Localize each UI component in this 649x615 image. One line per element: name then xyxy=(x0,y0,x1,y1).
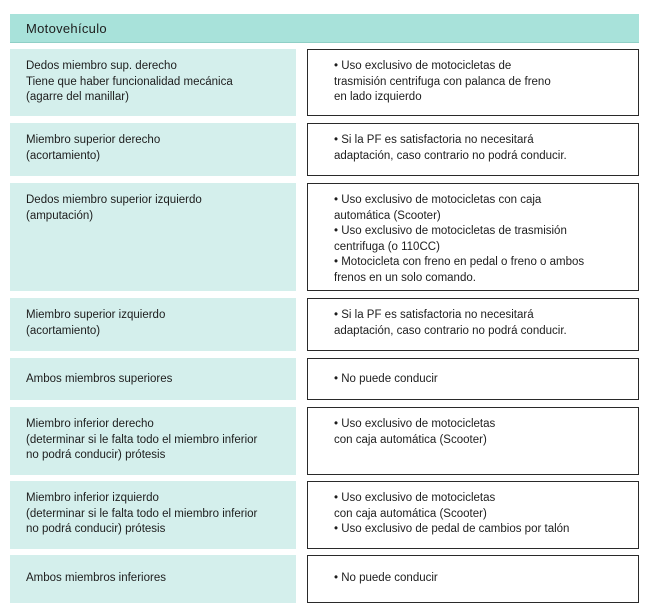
condition-text: (acortamiento) xyxy=(26,149,101,162)
table-title: Motovehículo xyxy=(26,21,107,36)
condition-text: Ambos miembros superiores xyxy=(26,373,173,385)
restriction-cell xyxy=(307,183,639,291)
condition-text: (acortamiento) xyxy=(26,324,101,337)
condition-text: (agarre del manillar) xyxy=(26,91,129,103)
restriction-text: • No puede conducir xyxy=(334,373,438,385)
restriction-cell xyxy=(307,123,639,176)
restriction-cell xyxy=(307,358,639,400)
restriction-text: • Uso exclusivo de motocicletas de trasmisión xyxy=(334,225,567,237)
condition-cell xyxy=(10,298,296,351)
restriction-text: frenos en un solo comando. xyxy=(334,271,476,284)
restriction-text: • Uso exclusivo de pedal de cambios por talón xyxy=(334,523,570,535)
condition-cell xyxy=(10,407,296,475)
condition-cell xyxy=(10,481,296,549)
restriction-text: • Motocicleta con freno en pedal o freno o ambos xyxy=(334,256,585,268)
restriction-text: en lado izquierdo xyxy=(334,91,422,103)
restriction-text: • Si la PF es satisfactoria no necesitará xyxy=(334,134,534,146)
condition-text: Miembro superior izquierdo xyxy=(26,309,166,321)
condition-text: no podrá conducir) prótesis xyxy=(26,449,166,461)
condition-cell xyxy=(10,123,296,176)
restriction-text: • Uso exclusivo de motocicletas con caja xyxy=(334,194,542,206)
condition-text: (determinar si le falta todo el miembro inferior xyxy=(26,433,258,446)
condition-cell xyxy=(10,358,296,400)
condition-text: Ambos miembros inferiores xyxy=(26,572,166,584)
condition-text: no podrá conducir) prótesis xyxy=(26,523,166,535)
restriction-text: • Uso exclusivo de motocicletas xyxy=(334,418,496,430)
condition-text: (amputación) xyxy=(26,209,94,222)
restriction-cell xyxy=(307,555,639,603)
condition-text: Miembro inferior izquierdo xyxy=(26,492,159,504)
restriction-text: • No puede conducir xyxy=(334,572,438,584)
condition-text: Dedos miembro sup. derecho xyxy=(26,60,177,72)
condition-text: (determinar si le falta todo el miembro inferior xyxy=(26,507,258,520)
restriction-cell xyxy=(307,407,639,475)
restriction-text: con caja automática (Scooter) xyxy=(334,507,487,520)
table-header xyxy=(10,14,639,43)
condition-cell xyxy=(10,183,296,291)
restriction-text: con caja automática (Scooter) xyxy=(334,433,487,446)
restriction-cell xyxy=(307,49,639,116)
condition-text: Tiene que haber funcionalidad mecánica xyxy=(26,75,233,88)
restriction-cell xyxy=(307,481,639,549)
restriction-text: adaptación, caso contrario no podrá conducir. xyxy=(334,324,567,337)
condition-text: Dedos miembro superior izquierdo xyxy=(26,194,202,206)
restriction-text: automática (Scooter) xyxy=(334,209,441,222)
restriction-text: adaptación, caso contrario no podrá conducir. xyxy=(334,149,567,162)
restriction-text: • Si la PF es satisfactoria no necesitará xyxy=(334,309,534,321)
condition-text: Miembro inferior derecho xyxy=(26,418,154,430)
condition-text: Miembro superior derecho xyxy=(26,134,161,146)
restriction-text: • Uso exclusivo de motocicletas xyxy=(334,492,496,504)
restriction-cell xyxy=(307,298,639,351)
restriction-text: centrifuga (o 110CC) xyxy=(334,240,440,253)
condition-cell xyxy=(10,49,296,116)
restriction-text: • Uso exclusivo de motocicletas de xyxy=(334,60,512,72)
condition-cell xyxy=(10,555,296,603)
restriction-text: trasmisión centrifuga con palanca de freno xyxy=(334,75,551,88)
